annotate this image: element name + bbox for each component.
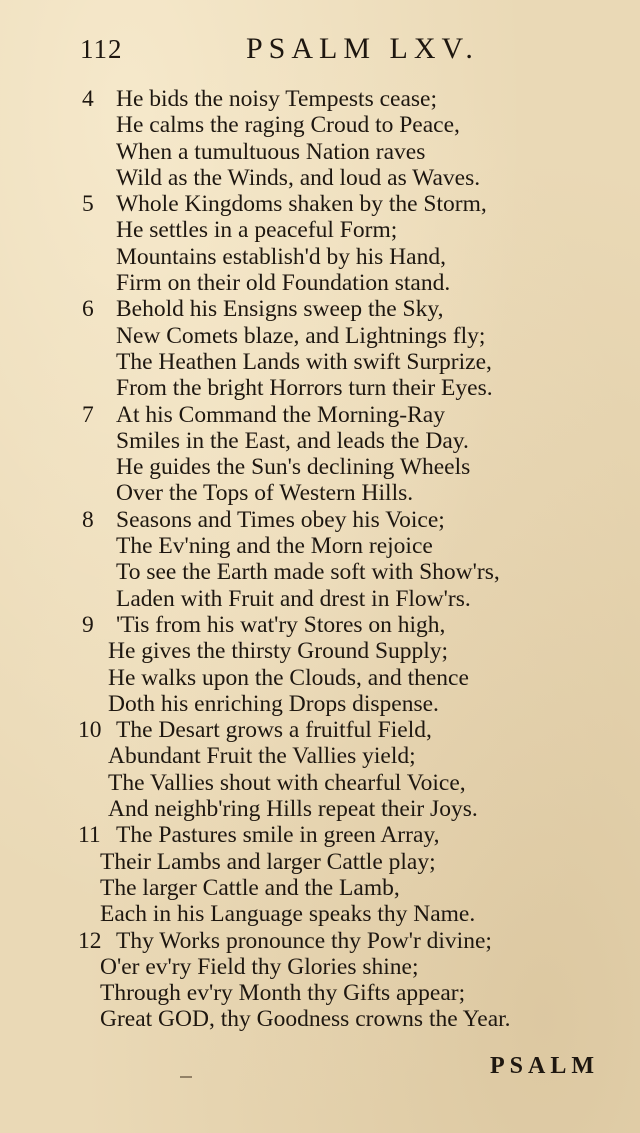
verse-text: From the bright Horrors turn their Eyes. bbox=[116, 375, 493, 402]
verse-text: Laden with Fruit and drest in Flow'rs. bbox=[116, 585, 471, 612]
verse-line bbox=[0, 191, 640, 217]
verse-text: He walks upon the Clouds, and thence bbox=[108, 664, 469, 691]
verse-line bbox=[0, 296, 640, 322]
verse-line bbox=[0, 349, 640, 375]
verse-text: Behold his Ensigns sweep the Sky, bbox=[116, 296, 444, 323]
verse-text: Firm on their old Foundation stand. bbox=[116, 270, 451, 297]
verse-text: Seasons and Times obey his Voice; bbox=[116, 506, 445, 533]
page-number: 112 bbox=[80, 34, 123, 64]
verse-text: The larger Cattle and the Lamb, bbox=[100, 874, 400, 901]
catchword: PSALM bbox=[490, 1053, 599, 1079]
verse-line bbox=[0, 165, 640, 191]
verse-line bbox=[0, 875, 640, 901]
verse-text: 'Tis from his wat'ry Stores on high, bbox=[116, 611, 446, 638]
verse-line bbox=[0, 112, 640, 138]
verse-line bbox=[0, 454, 640, 480]
running-head: PSALM LXV. bbox=[246, 32, 479, 65]
verse-text: He gives the thirsty Ground Supply; bbox=[108, 638, 449, 665]
verse-line bbox=[0, 428, 640, 454]
verse-line bbox=[0, 770, 640, 796]
verse-line bbox=[0, 691, 640, 717]
verse-line bbox=[0, 901, 640, 927]
stanza-number: 5 bbox=[82, 191, 94, 218]
verse-line bbox=[0, 402, 640, 428]
verse-line bbox=[0, 217, 640, 243]
verse-text: The Desart grows a fruitful Field, bbox=[116, 717, 432, 744]
stanza-number: 4 bbox=[82, 86, 94, 112]
verse-line bbox=[0, 533, 640, 559]
verse-line bbox=[0, 638, 640, 664]
verse-line bbox=[0, 507, 640, 533]
verse-line bbox=[0, 586, 640, 612]
verse-text: The Pastures smile in green Array, bbox=[116, 822, 440, 849]
verse-text: O'er ev'ry Field thy Glories shine; bbox=[100, 953, 419, 980]
verse-line bbox=[0, 323, 640, 349]
verse-text: And neighb'ring Hills repeat their Joys. bbox=[108, 796, 478, 823]
verse-text: Doth his enriching Drops dispense. bbox=[108, 690, 439, 717]
verse-line bbox=[0, 480, 640, 506]
verse-text: He guides the Sun's declining Wheels bbox=[116, 454, 471, 481]
verse-line bbox=[0, 612, 640, 638]
verse-line bbox=[0, 717, 640, 743]
verse-line bbox=[0, 375, 640, 401]
verse-text: Abundant Fruit the Vallies yield; bbox=[108, 743, 416, 770]
verse-text: Wild as the Winds, and loud as Waves. bbox=[116, 164, 481, 191]
stanza-number: 12 bbox=[78, 927, 102, 954]
stanza-number: 9 bbox=[82, 611, 94, 638]
verse-text: When a tumultuous Nation raves bbox=[116, 138, 426, 165]
verse-line bbox=[0, 822, 640, 848]
verse-text: He calms the raging Croud to Peace, bbox=[116, 112, 460, 139]
verse-line bbox=[0, 743, 640, 769]
verse-line bbox=[0, 928, 640, 954]
verse-text: He bids the noisy Tempests cease; bbox=[116, 86, 437, 112]
verse-text: Mountains establish'd by his Hand, bbox=[116, 243, 446, 270]
verse-line bbox=[0, 849, 640, 875]
verse-text: At his Command the Morning-Ray bbox=[116, 401, 445, 428]
verse-text: Whole Kingdoms shaken by the Storm, bbox=[116, 191, 487, 218]
verse-line bbox=[0, 139, 640, 165]
verse-text: The Ev'ning and the Morn rejoice bbox=[116, 533, 433, 560]
psalm-text bbox=[0, 86, 640, 1033]
verse-text: Each in his Language speaks thy Name. bbox=[100, 901, 476, 928]
verse-text: Their Lambs and larger Cattle play; bbox=[100, 848, 436, 875]
stanza-number: 11 bbox=[78, 822, 101, 849]
verse-line bbox=[0, 270, 640, 296]
verse-line bbox=[0, 980, 640, 1006]
verse-text: Thy Works pronounce thy Pow'r divine; bbox=[116, 927, 492, 954]
verse-text: Over the Tops of Western Hills. bbox=[116, 480, 414, 507]
verse-text: The Vallies shout with chearful Voice, bbox=[108, 769, 466, 796]
verse-text: Great GOD, thy Goodness crowns the Year. bbox=[100, 1006, 511, 1033]
verse-text: New Comets blaze, and Lightnings fly; bbox=[116, 322, 486, 349]
verse-text: Smiles in the East, and leads the Day. bbox=[116, 427, 469, 454]
verse-line bbox=[0, 244, 640, 270]
verse-line bbox=[0, 1006, 640, 1032]
verse-line bbox=[0, 665, 640, 691]
stanza-number: 10 bbox=[78, 717, 102, 744]
verse-text: The Heathen Lands with swift Surprize, bbox=[116, 348, 492, 375]
stanza-number: 6 bbox=[82, 296, 94, 323]
verse-line bbox=[0, 796, 640, 822]
verse-line bbox=[0, 954, 640, 980]
verse-text: He settles in a peaceful Form; bbox=[116, 217, 398, 244]
verse-text: Through ev'ry Month thy Gifts appear; bbox=[100, 980, 466, 1007]
verse-line bbox=[0, 86, 640, 112]
verse-line bbox=[0, 559, 640, 585]
stanza-number: 7 bbox=[82, 401, 94, 428]
ink-mark bbox=[180, 1076, 192, 1078]
stanza-number: 8 bbox=[82, 506, 94, 533]
verse-text: To see the Earth made soft with Show'rs, bbox=[116, 559, 500, 586]
